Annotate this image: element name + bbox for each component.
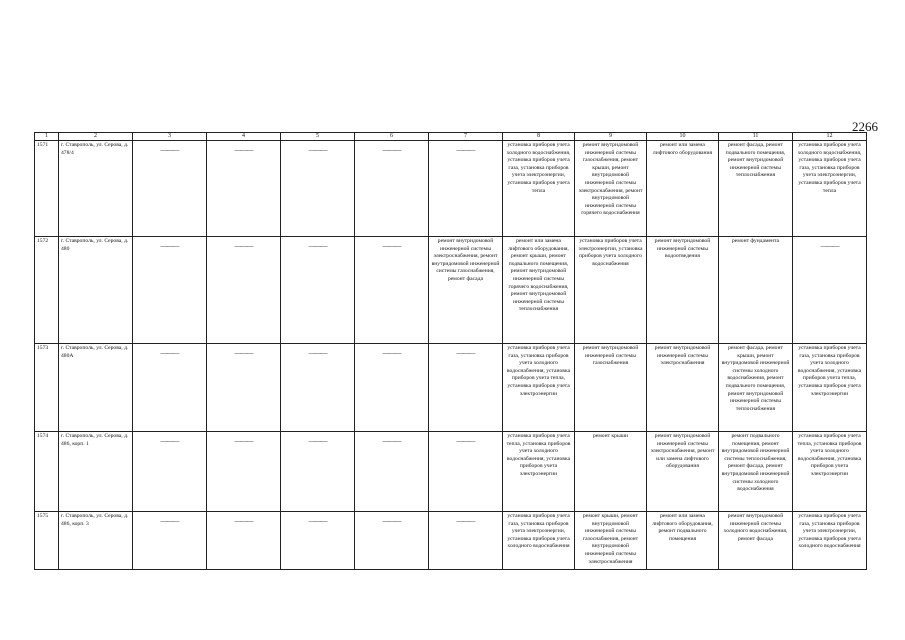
address-cell: г. Ставрополь, ул. Серова, д. 478/4: [59, 141, 133, 237]
empty-cell: [429, 141, 503, 237]
empty-cell: [355, 344, 429, 432]
work-cell: установка приборов учета газа, установка приборов учета холодного водоснабжения, установка приборов учета тепла, установка приборов учета электроэнергии: [793, 344, 867, 432]
registry-table: [34, 132, 867, 570]
empty-cell: [355, 432, 429, 512]
work-cell: ремонт внутридомовой инженерной системы электроснабжения, ремонт или замена лифтового оборудования: [647, 432, 719, 512]
work-cell: установка приборов учета холодного водоснабжения, установка приборов учета газа, установка приборов учета электроэнергии, установка приборов учета тепла: [503, 141, 575, 237]
work-cell: ремонт или замена лифтового оборудования: [647, 141, 719, 237]
dash-mark: ———: [234, 517, 253, 525]
work-cell: установка приборов учета газа, установка приборов учета холодного водоснабжения, установка приборов учета тепла, установка приборов учета электроэнергии: [503, 344, 575, 432]
dash-mark: ———: [308, 146, 327, 154]
dash-mark: ———: [820, 242, 839, 250]
dash-mark: ———: [382, 437, 401, 445]
work-cell: установка приборов учета электроэнергии, установка приборов учета холодного водоснабжения: [575, 237, 647, 344]
dash-mark: ———: [234, 146, 253, 154]
empty-cell: [133, 237, 207, 344]
work-cell: установка приборов учета газа, установка приборов учета электроэнергии, установка приборов учета холодного водоснабжения: [793, 512, 867, 570]
empty-cell: [207, 237, 281, 344]
column-number: 2: [59, 133, 133, 141]
work-cell: ремонт фасада, ремонт подвального помещения, ремонт внутридомовой инженерной системы теплоснабжения: [719, 141, 793, 237]
dash-mark: ———: [160, 146, 179, 154]
address-cell: г. Ставрополь, ул. Серова, д. 480: [59, 237, 133, 344]
dash-mark: ———: [308, 349, 327, 357]
column-number: 10: [647, 133, 719, 141]
dash-mark: ———: [160, 349, 179, 357]
column-number: 4: [207, 133, 281, 141]
row-number: 1571: [35, 141, 59, 237]
work-cell: ремонт внутридомовой инженерной системы газоснабжения: [575, 344, 647, 432]
work-cell: ремонт подвального помещения, ремонт внутридомовой инженерной системы теплоснабжения, ремонт фасада, ремонт внутридомовой инженерной системы холодного водоснабжения: [719, 432, 793, 512]
empty-cell: [429, 344, 503, 432]
table-row: [35, 344, 867, 432]
work-cell: ремонт внутридомовой инженерной системы электроснабжения: [647, 344, 719, 432]
dash-mark: ———: [456, 349, 475, 357]
column-number: 9: [575, 133, 647, 141]
dash-mark: ———: [234, 437, 253, 445]
empty-cell: [133, 432, 207, 512]
empty-cell: [793, 237, 867, 344]
work-cell: установка приборов учета тепла, установка приборов учета холодного водоснабжения, установка приборов учета электроэнергии: [793, 432, 867, 512]
work-cell: ремонт или замена лифтового оборудования, ремонт крыши, ремонт подвального помещения, ремонт внутридомовой инженерной системы горячего водоснабжения, ремонт внутридомовой инженерной системы теплоснабжения: [503, 237, 575, 344]
column-number-row: [35, 133, 867, 141]
empty-cell: [429, 512, 503, 570]
address-cell: г. Ставрополь, ул. Серова, д. 486, корп. 3: [59, 512, 133, 570]
empty-cell: [133, 512, 207, 570]
dash-mark: ———: [382, 242, 401, 250]
address-cell: г. Ставрополь, ул. Серова, д. 480А: [59, 344, 133, 432]
table-row: [35, 141, 867, 237]
address-cell: г. Ставрополь, ул. Серова, д. 486, корп. 1: [59, 432, 133, 512]
work-cell: установка приборов учета тепла, установка приборов учета холодного водоснабжения, установка приборов учета электроэнергии: [503, 432, 575, 512]
column-number: 6: [355, 133, 429, 141]
empty-cell: [207, 141, 281, 237]
work-cell: ремонт внутридомовой инженерной системы газоснабжения, ремонт крыши, ремонт внутридомовой инженерной системы электроснабжения, ремонт внутридомовой инженерной системы горячего водоснабжения: [575, 141, 647, 237]
page-number: 2266: [852, 119, 878, 134]
empty-cell: [281, 512, 355, 570]
table-row: [35, 512, 867, 570]
dash-mark: ———: [160, 242, 179, 250]
work-cell: ремонт крыши: [575, 432, 647, 512]
dash-mark: ———: [456, 437, 475, 445]
column-number: 3: [133, 133, 207, 141]
empty-cell: [207, 512, 281, 570]
table-row: [35, 237, 867, 344]
work-cell: ремонт фасада, ремонт крыши, ремонт внутридомовой инженерной системы холодного водоснабжения, ремонт подвального помещения, ремонт внутридомовой инженерной системы теплоснабжения: [719, 344, 793, 432]
dash-mark: ———: [456, 146, 475, 154]
empty-cell: [355, 237, 429, 344]
column-number: 8: [503, 133, 575, 141]
work-cell: ремонт внутридомовой инженерной системы электроснабжения, ремонт внутридомовой инженерной системы газоснабжения, ремонт фасада: [429, 237, 503, 344]
row-number: 1575: [35, 512, 59, 570]
row-number: 1573: [35, 344, 59, 432]
empty-cell: [429, 432, 503, 512]
work-cell: ремонт или замена лифтового оборудования, ремонт подвального помещения: [647, 512, 719, 570]
column-number: 5: [281, 133, 355, 141]
empty-cell: [133, 344, 207, 432]
dash-mark: ———: [160, 437, 179, 445]
dash-mark: ———: [308, 242, 327, 250]
work-cell: ремонт фундамента: [719, 237, 793, 344]
dash-mark: ———: [308, 437, 327, 445]
column-number: 1: [35, 133, 59, 141]
empty-cell: [281, 141, 355, 237]
dash-mark: ———: [382, 349, 401, 357]
dash-mark: ———: [382, 146, 401, 154]
work-cell: ремонт внутридомовой инженерной системы холодного водоснабжения, ремонт фасада: [719, 512, 793, 570]
work-cell: ремонт внутридомовой инженерной системы водоотведения: [647, 237, 719, 344]
empty-cell: [281, 237, 355, 344]
column-number: 12: [793, 133, 867, 141]
column-number: 7: [429, 133, 503, 141]
work-cell: установка приборов учета холодного водоснабжения, установка приборов учета газа, установка приборов учета электроэнергии, установка приборов учета тепла: [793, 141, 867, 237]
empty-cell: [281, 432, 355, 512]
column-number: 11: [719, 133, 793, 141]
empty-cell: [281, 344, 355, 432]
empty-cell: [355, 512, 429, 570]
empty-cell: [207, 344, 281, 432]
dash-mark: ———: [234, 242, 253, 250]
empty-cell: [207, 432, 281, 512]
dash-mark: ———: [308, 517, 327, 525]
row-number: 1574: [35, 432, 59, 512]
dash-mark: ———: [160, 517, 179, 525]
dash-mark: ———: [456, 517, 475, 525]
table-row: [35, 432, 867, 512]
empty-cell: [133, 141, 207, 237]
work-cell: установка приборов учета газа, установка приборов учета электроэнергии, установка приборов учета холодного водоснабжения: [503, 512, 575, 570]
work-cell: ремонт крыши, ремонт внутридомовой инженерной системы газоснабжения, ремонт внутридомовой инженерной системы электроснабжения: [575, 512, 647, 570]
dash-mark: ———: [382, 517, 401, 525]
row-number: 1572: [35, 237, 59, 344]
empty-cell: [355, 141, 429, 237]
dash-mark: ———: [234, 349, 253, 357]
